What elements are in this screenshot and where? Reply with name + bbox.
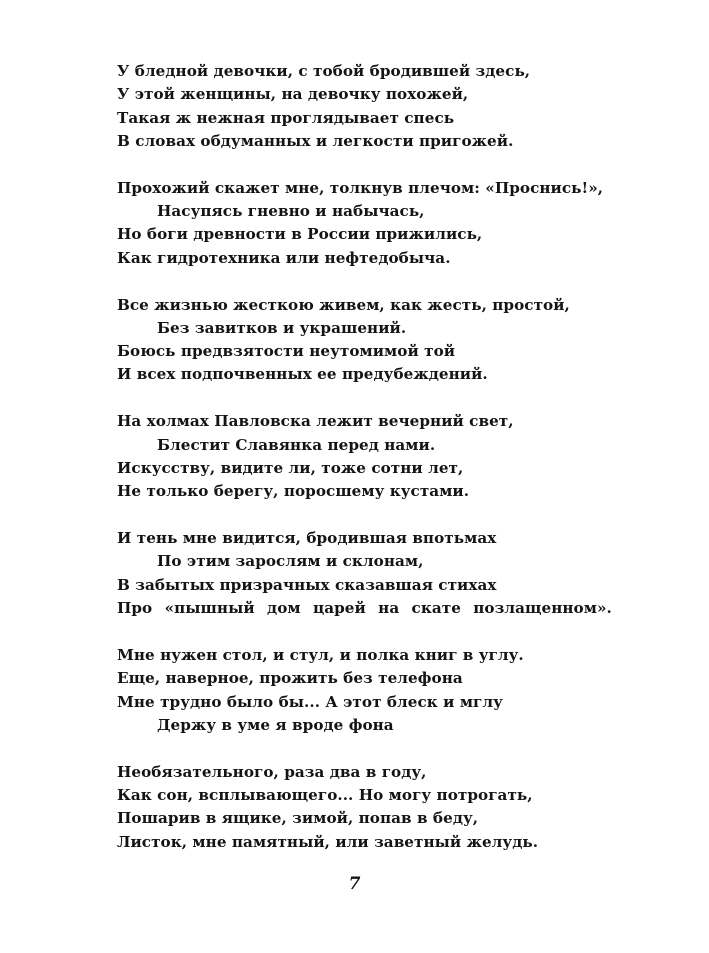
- stanza: [117, 527, 677, 620]
- poem-line: Пошарив в ящике, зимой, попав в беду,: [117, 809, 479, 828]
- poem-line: У бледной девочки, с тобой бродившей здесь,: [117, 62, 531, 80]
- poem-line: В забытых призрачных сказавшая стихах: [117, 575, 497, 594]
- poem-line: Такая ж нежная проглядывает спесь: [117, 108, 455, 127]
- poem-line: Не только берегу, поросшему кустами.: [117, 482, 470, 501]
- poem-line: Держу в уме я вроде фона: [157, 715, 394, 734]
- poem-line: На холмах Павловска лежит вечерний свет,: [117, 412, 514, 431]
- stanza: [117, 177, 677, 270]
- stanza: [117, 60, 677, 153]
- poem-line: Искусству, видите ли, тоже сотни лет,: [117, 458, 464, 477]
- poem-line: И тень мне видится, бродившая впотьмах: [117, 529, 497, 548]
- poem-line: Все жизнью жесткою живем, как жесть, простой,: [117, 295, 570, 314]
- poem-line: Но боги древности в России прижились,: [117, 225, 483, 244]
- poem-line: Мне трудно было бы... А этот блеск и мглу: [117, 692, 503, 711]
- poem-line: Насупясь гневно и набычась,: [157, 202, 425, 221]
- poem-line: Про «пышный дом царей на скате позлащенном».: [117, 599, 612, 618]
- stanza: [117, 294, 677, 387]
- poem-line: Как гидротехника или нефтедобыча.: [117, 248, 451, 267]
- poem-text: [117, 60, 677, 877]
- stanza: [117, 410, 677, 503]
- poem-line: И всех подпочвенных ее предубеждений.: [117, 365, 488, 384]
- poem-line: Как сон, всплывающего... Но могу потрогать,: [117, 785, 533, 804]
- poem-line: У этой женщины, на девочку похожей,: [117, 85, 469, 104]
- poem-line: По этим зарослям и склонам,: [157, 552, 424, 571]
- poem-line: Мне нужен стол, и стул, и полка книг в углу.: [117, 645, 524, 664]
- poem-line: Необязательного, раза два в году,: [117, 762, 427, 781]
- poem-line: Блестит Славянка перед нами.: [157, 435, 436, 454]
- poem-line: Листок, мне памятный, или заветный желудь.: [117, 832, 539, 851]
- poem-line: Боюсь предвзятости неутомимой той: [117, 342, 456, 361]
- page-number: 7: [348, 874, 361, 894]
- poem-line: Еще, наверное, прожить без телефона: [117, 669, 463, 688]
- poem-line: В словах обдуманных и легкости пригожей.: [117, 131, 514, 150]
- poem-line: Без завитков и украшений.: [157, 318, 407, 337]
- stanza: [117, 644, 677, 737]
- poem-line: Прохожий скажет мне, толкнув плечом: «Проснись!»,: [117, 178, 604, 197]
- stanza: [117, 761, 677, 854]
